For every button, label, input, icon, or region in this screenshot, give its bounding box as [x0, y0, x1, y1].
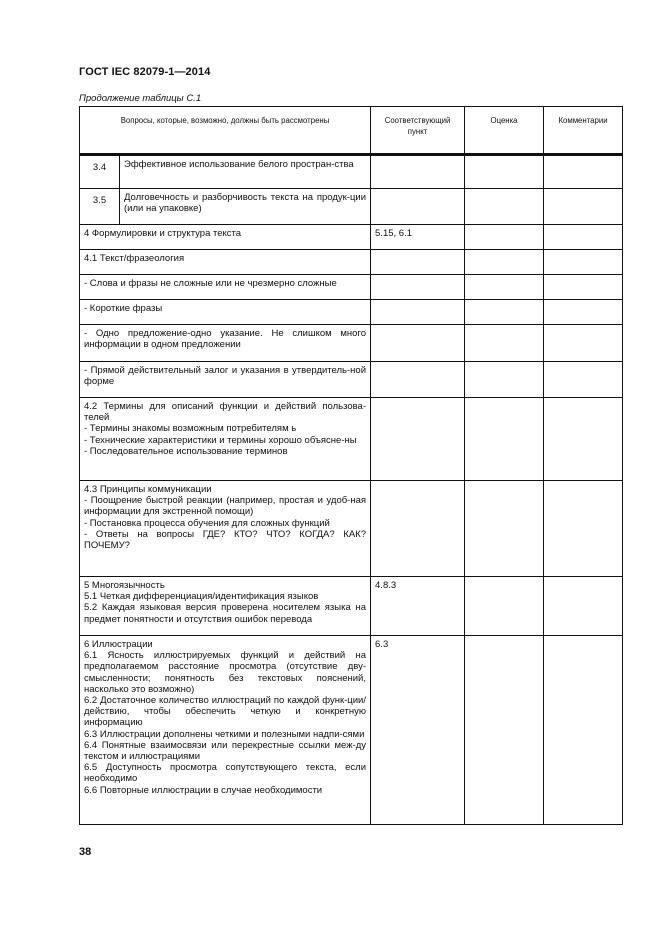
row-assessment — [465, 155, 544, 189]
column-header-assessment: Оценка — [465, 107, 544, 155]
document-id: ГОСТ IEC 82079-1—2014 — [79, 66, 211, 78]
row-question: 4.2 Термины для описаний функции и действий пользова-телей - Термины знакомы возможным потребителям ь - Технические характеристики и термины хорошо объясне-ны - Последовательное использование терминов — [80, 398, 371, 481]
row-clause — [371, 155, 465, 189]
row-comments — [544, 275, 623, 300]
row-assessment — [465, 325, 544, 362]
row-clause: 6.3 — [371, 636, 465, 825]
row-clause — [371, 362, 465, 398]
row-assessment — [465, 398, 544, 481]
row-assessment — [465, 362, 544, 398]
row-clause — [371, 398, 465, 481]
table-row — [80, 398, 623, 481]
table-row — [80, 155, 623, 189]
table-row — [80, 275, 623, 300]
row-assessment — [465, 636, 544, 825]
row-number: 3.4 — [80, 155, 120, 189]
row-assessment — [465, 250, 544, 275]
row-question: - Прямой действительный залог и указания в утвердитель-ной форме — [80, 362, 371, 398]
row-question: - Короткие фразы — [80, 300, 371, 325]
row-assessment — [465, 275, 544, 300]
table-row — [80, 225, 623, 250]
row-comments — [544, 577, 623, 636]
row-clause — [371, 481, 465, 577]
column-header-questions: Вопросы, которые, возможно, должны быть рассмотрены — [80, 107, 371, 155]
row-comments — [544, 362, 623, 398]
table-row — [80, 577, 623, 636]
row-clause — [371, 325, 465, 362]
row-question: 6 Иллюстрации 6.1 Ясность иллюстрируемых функций и действий на предполагаемом расстояние просмотра (отсутствие дву-смысленности; понятность без текстовых пояснений, насколько это возможно) 6.2 Достаточное количество иллюстраций по каждой функ-ции/действию, чтобы обеспечить четкую и конкретную информацию 6.3 Иллюстрации дополнены четкими и полезными надпи-сями 6.4 Понятные взаимосвязи или перекрестные ссылки меж-ду текстом и иллюстрациями 6.5 Доступность просмотра сопутствующего текста, если необходимо 6.6 Повторные иллюстрации в случае необходимости — [80, 636, 371, 825]
table-row — [80, 636, 623, 825]
row-question: 4 Формулировки и структура текста — [80, 225, 371, 250]
row-assessment — [465, 225, 544, 250]
table-row — [80, 250, 623, 275]
row-comments — [544, 398, 623, 481]
row-question: Эффективное использование белого простран-ства — [120, 155, 371, 189]
row-clause — [371, 250, 465, 275]
table-row — [80, 325, 623, 362]
row-question: - Одно предложение-одно указание. Не слишком много информации в одном предложении — [80, 325, 371, 362]
row-question: Долговечность и разборчивость текста на продук-ции (или на упаковке) — [120, 189, 371, 225]
table-caption: Продолжение таблицы С.1 — [79, 93, 202, 104]
column-header-comments: Комментарии — [544, 107, 623, 155]
table-row — [80, 189, 623, 225]
table-row — [80, 481, 623, 577]
row-comments — [544, 481, 623, 577]
row-clause: 5.15, 6.1 — [371, 225, 465, 250]
row-question: 5 Многоязычность 5.1 Четкая дифференциация/идентификация языков 5.2 Каждая языковая версия проверена носителем языка на предмет понятности и отсутствия ошибок перевода — [80, 577, 371, 636]
row-clause — [371, 300, 465, 325]
row-question: 4.1 Текст/фразеология — [80, 250, 371, 275]
row-number: 3.5 — [80, 189, 120, 225]
page-number: 38 — [79, 846, 92, 858]
row-question: - Слова и фразы не сложные или не чрезмерно сложные — [80, 275, 371, 300]
checklist-table — [79, 106, 623, 825]
row-assessment — [465, 300, 544, 325]
row-comments — [544, 636, 623, 825]
row-assessment — [465, 189, 544, 225]
row-clause — [371, 189, 465, 225]
table-header-row — [80, 107, 623, 155]
row-clause: 4.8.3 — [371, 577, 465, 636]
row-comments — [544, 189, 623, 225]
row-comments — [544, 250, 623, 275]
row-assessment — [465, 577, 544, 636]
row-clause — [371, 275, 465, 300]
row-assessment — [465, 481, 544, 577]
row-comments — [544, 325, 623, 362]
row-comments — [544, 225, 623, 250]
table-row — [80, 362, 623, 398]
row-comments — [544, 155, 623, 189]
column-header-clause: Соответствующий пункт — [371, 107, 465, 155]
row-comments — [544, 300, 623, 325]
table-row — [80, 300, 623, 325]
row-question: 4.3 Принципы коммуникации - Поощрение быстрой реакции (например, простая и удоб-ная информации для экстренной помощи) - Постановка процесса обучения для сложных функций - Ответы на вопросы ГДЕ? КТО? ЧТО? КОГДА? КАК? ПОЧЕМУ? — [80, 481, 371, 577]
